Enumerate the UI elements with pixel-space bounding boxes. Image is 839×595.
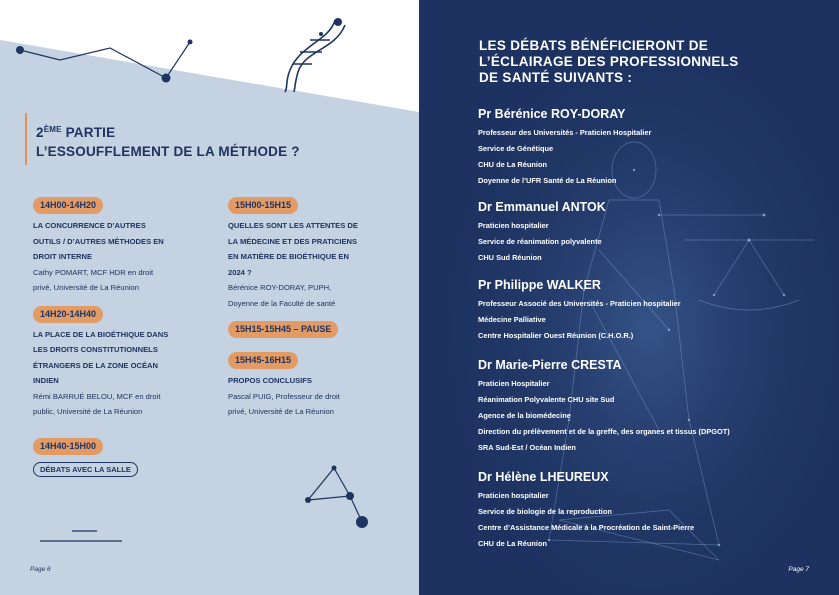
talk-speaker: Cathy POMART, MCF HDR en droit privé, Université de La Réunion	[33, 267, 154, 292]
speaker-entry	[478, 356, 730, 456]
program-item	[33, 304, 203, 420]
talk-speaker: Bérénice ROY-DORAY, PUPH, Doyenne de la Faculté de santé	[228, 283, 336, 308]
speaker-detail: CHU Sud Réunion	[478, 253, 542, 262]
speaker-detail: CHU de La Réunion	[478, 539, 547, 548]
speaker-entry	[478, 198, 606, 266]
speaker-name: Pr Bérénice ROY-DORAY	[478, 107, 626, 121]
speaker-detail: Direction du prélèvement et de la greffe, des organes et tissus (DPGOT)	[478, 427, 730, 436]
speaker-detail: Praticien hospitalier	[478, 491, 549, 500]
talk-speaker: Rémi BARRUÉ BELOU, MCF en droit public, Université de La Réunion	[33, 391, 161, 416]
speaker-entry	[478, 105, 651, 189]
speaker-name: Dr Hélène LHEUREUX	[478, 470, 609, 484]
time-badge: 14H00-14H20	[33, 197, 103, 214]
left-page	[0, 0, 419, 595]
speaker-detail: SRA Sud-Est / Océan Indien	[478, 443, 576, 452]
molecule-icon	[305, 466, 368, 529]
program-item	[228, 350, 398, 420]
talk-title: PROPOS CONCLUSIFS	[228, 376, 312, 385]
speaker-detail: Doyenne de l’UFR Santé de La Réunion	[478, 176, 617, 185]
speaker-detail: Praticien hospitalier	[478, 221, 549, 230]
speaker-detail: Service de Génétique	[478, 144, 554, 153]
talk-title: LA CONCURRENCE D’AUTRES OUTILS / D’AUTRES MÉTHODES EN DROIT INTERNE	[33, 221, 164, 261]
program-item	[33, 436, 203, 477]
speaker-detail: Centre Hospitalier Ouest Réunion (C.H.O.R.)	[478, 331, 634, 340]
speaker-detail: Professeur Associé des Universités - Praticien hospitalier	[478, 299, 681, 308]
program-column-2	[228, 195, 398, 428]
node-dot	[162, 74, 171, 83]
time-badge: 15H45-16H15	[228, 352, 298, 369]
speaker-detail: Agence de la biomédecine	[478, 411, 571, 420]
speaker-detail: CHU de La Réunion	[478, 160, 547, 169]
talk-speaker: Pascal PUIG, Professeur de droit privé, Université de La Réunion	[228, 391, 340, 416]
time-badge: 14H20-14H40	[33, 306, 103, 323]
page-number: Page 6	[30, 566, 51, 573]
speaker-detail: Médecine Palliative	[478, 315, 546, 324]
program-column-1	[33, 195, 203, 485]
node-dot	[16, 46, 24, 54]
time-badge: 14H40-15H00	[33, 438, 103, 455]
speaker-detail: Service de biologie de la reproduction	[478, 507, 612, 516]
right-page	[419, 0, 839, 595]
speaker-name: Dr Emmanuel ANTOK	[478, 200, 606, 214]
speaker-entry	[478, 276, 681, 344]
program-item	[228, 319, 398, 342]
debate-pill: DÉBATS AVEC LA SALLE	[33, 462, 138, 477]
speaker-detail: Professeur des Universités - Praticien Hospitalier	[478, 128, 652, 137]
program-item	[228, 195, 398, 311]
time-badge: 15H00-15H15	[228, 197, 298, 214]
page-number: Page 7	[788, 566, 809, 573]
white-diagonal-band	[0, 0, 419, 112]
talk-title: LA PLACE DE LA BIOÉTHIQUE DANS LES DROITS CONSTITUTIONNELS ÉTRANGERS DE LA ZONE OCÉAN INDIEN	[33, 329, 169, 385]
speaker-detail: Centre d’Assistance Médicale à la Procréation de Saint-Pierre	[478, 523, 695, 532]
speaker-name: Pr Philippe WALKER	[478, 278, 601, 292]
speaker-name: Dr Marie-Pierre CRESTA	[478, 358, 622, 372]
node-dot	[188, 40, 193, 45]
time-badge: 15H15-15H45 – PAUSE	[228, 321, 338, 338]
program-item	[33, 195, 203, 296]
part-heading: 2ÈME PARTIE L’ESSOUFFLEMENT DE LA MÉTHODE ?	[36, 125, 300, 159]
speaker-detail: Réanimation Polyvalente CHU site Sud	[478, 395, 615, 404]
speaker-detail: Service de réanimation polyvalente	[478, 237, 602, 246]
speaker-detail: Praticien Hospitalier	[478, 379, 550, 388]
speaker-entry	[478, 468, 694, 552]
section-accent-bar	[25, 113, 27, 165]
right-page-title: LES DÉBATS BÉNÉFICIERONT DE L’ÉCLAIRAGE DES PROFESSIONNELS DE SANTÉ SUIVANTS :	[479, 38, 739, 85]
talk-title: QUELLES SONT LES ATTENTES DE LA MÉDECINE ET DES PRATICIENS EN MATIÈRE DE BIOÉTHIQUE EN 2024 ?	[228, 221, 358, 277]
